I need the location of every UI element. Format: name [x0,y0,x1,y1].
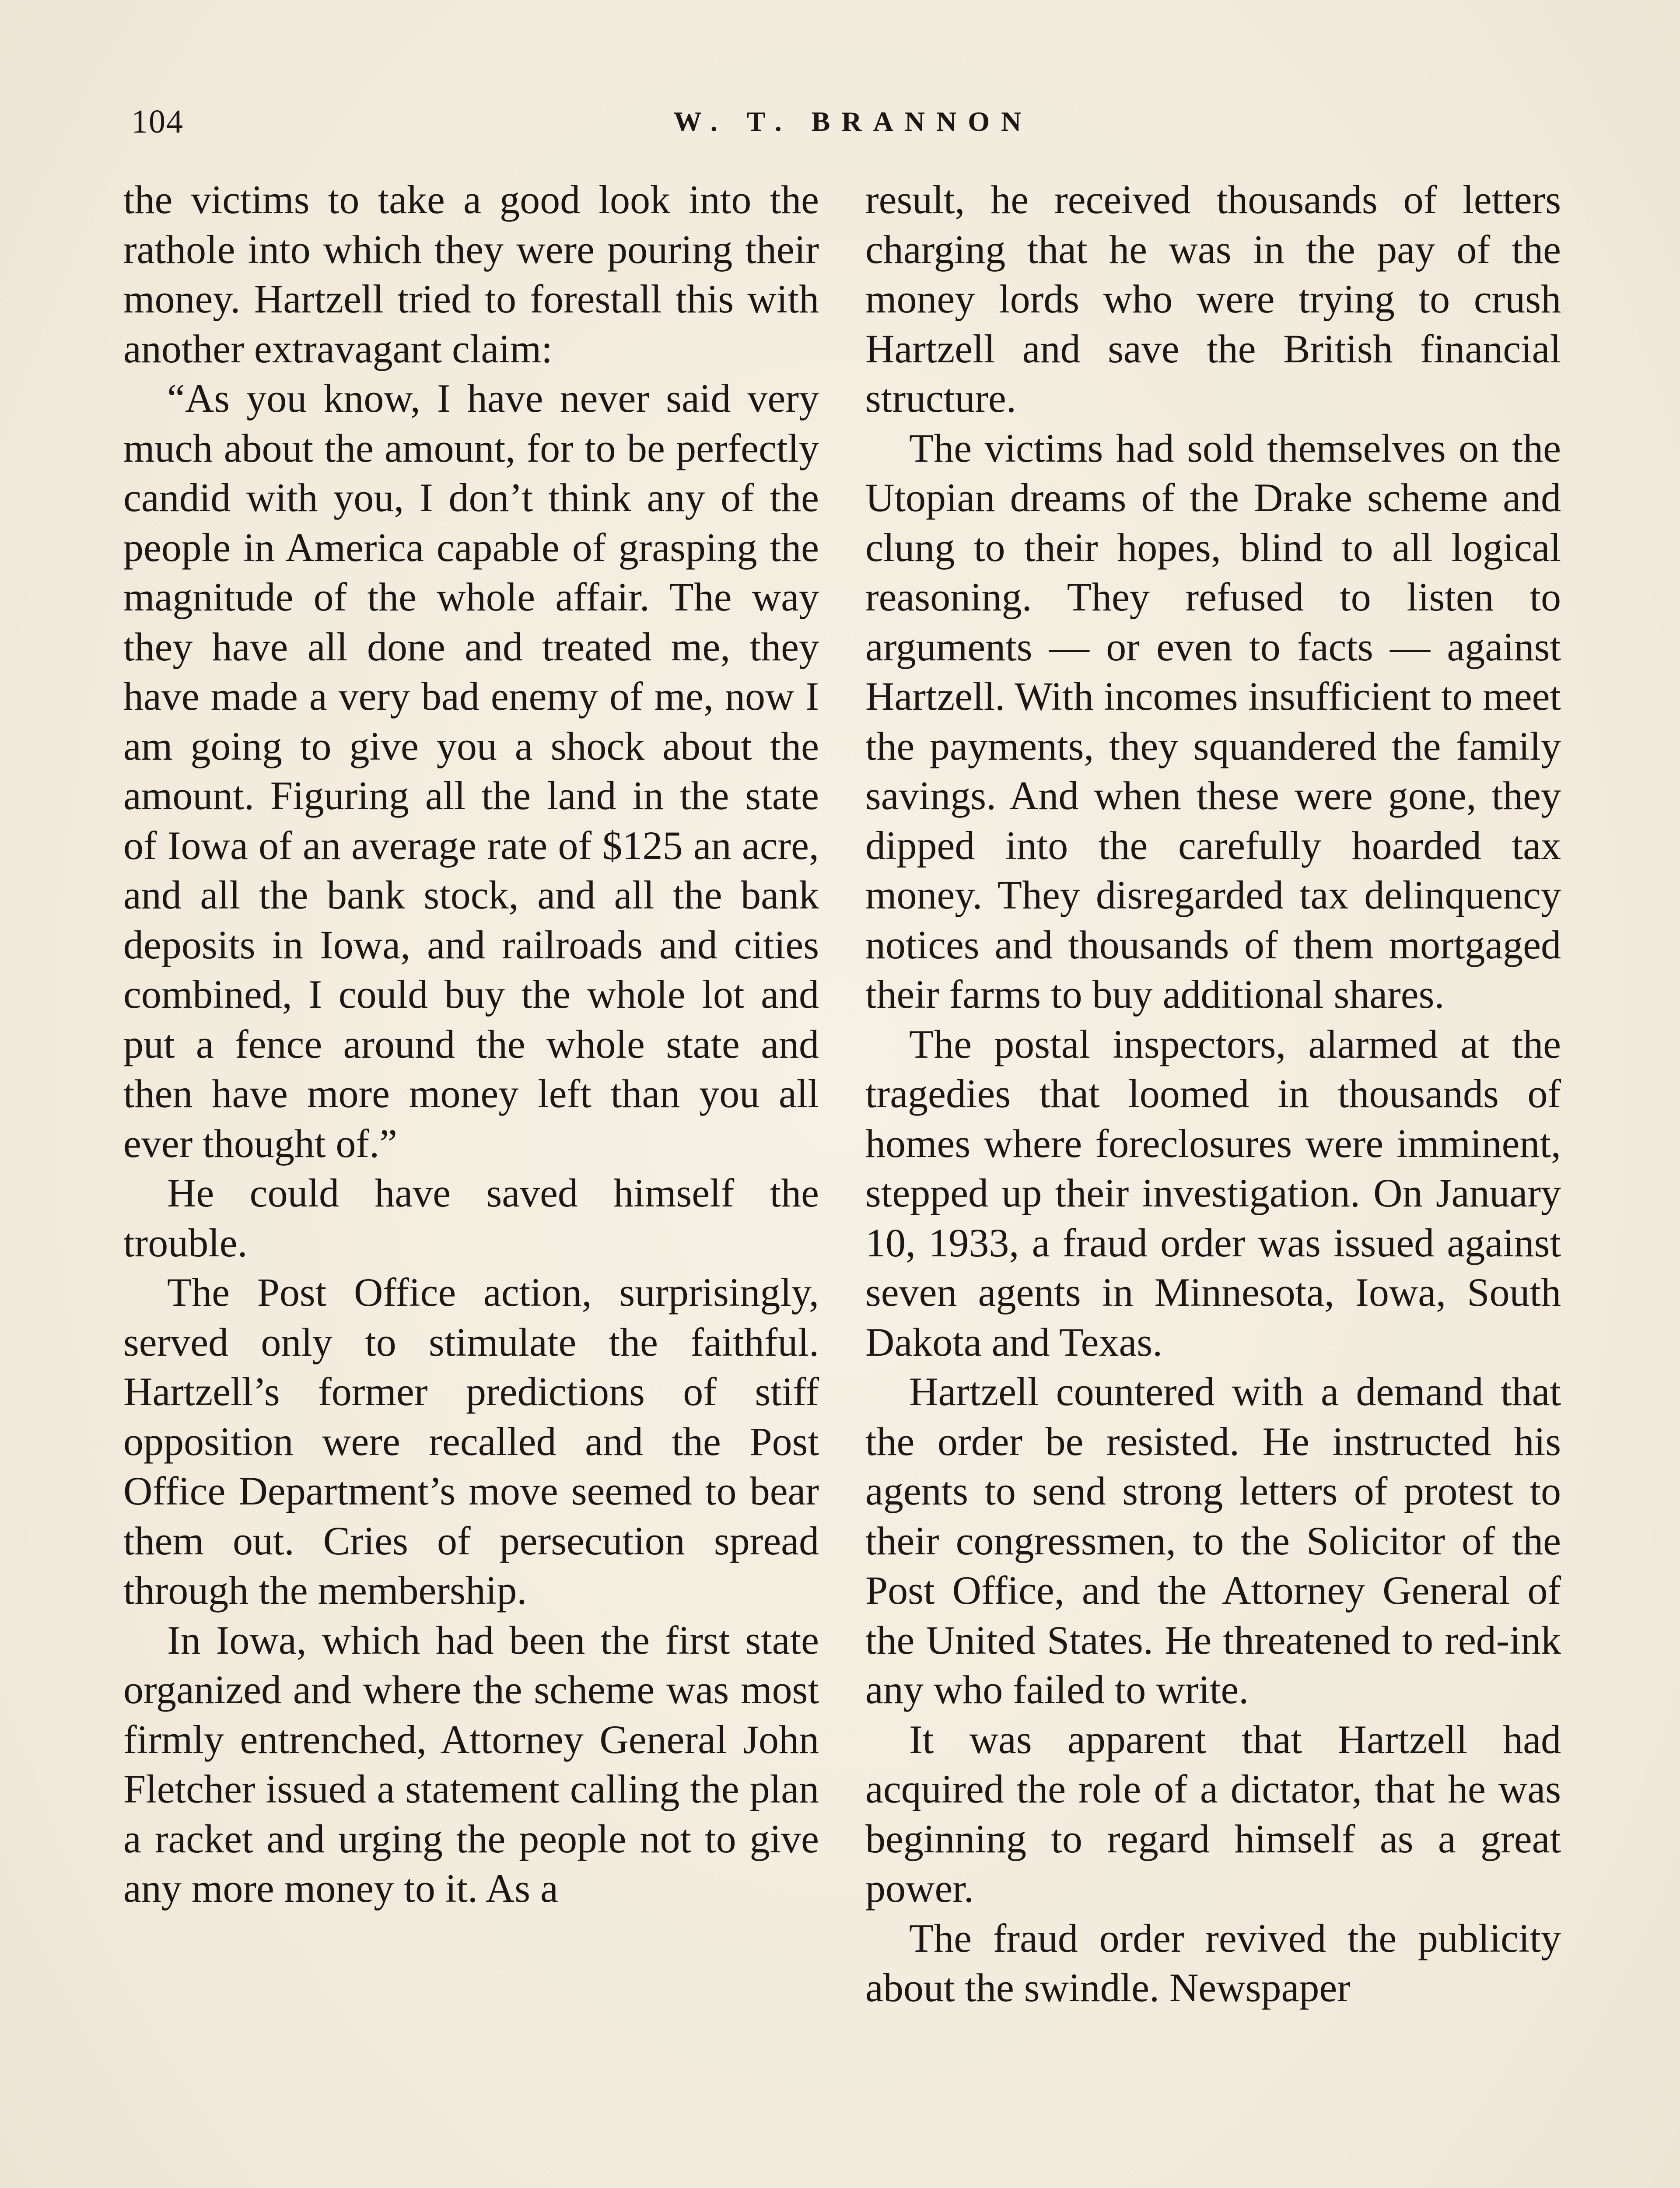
paragraph: Hartzell countered with a demand that the order be resisted. He instructed his agents to send strong letters of protest to their congressmen, to the Solicitor of the Post Office, and the Attorney General of the United States. He threatened to red-ink any who failed to write. [865,1369,1561,1712]
right-column [865,175,1561,2013]
paragraph: He could have saved himself the trouble. [123,1171,819,1265]
paragraph: The victims had sold themselves on the Utopian dreams of the Drake scheme and clung to their hopes, blind to all logical reasoning. They refused to listen to arguments — or even to facts — against Hartzell. With incomes insufficient to meet the payments, they squandered the family savings. And when these were gone, they dipped into the carefully hoarded tax money. They disregarded tax delinquency notices and thousands of them mortgaged their farms to buy additional shares. [865,425,1561,1017]
paragraph: In Iowa, which had been the first state organized and where the scheme was most firmly entrenched, Attorney General John Fletcher issued a statement calling the plan a racket and urging the people not to give any more money to it. As a [123,1617,819,1911]
paragraph: the victims to take a good look into the rathole into which they were pouring their money. Hartzell tried to forestall this with another extravagant claim: [123,177,819,371]
page-number: 104 [131,103,184,140]
paragraph: result, he received thousands of letters charging that he was in the pay of the money lords who were trying to crush Hartzell and save the British financial structure. [865,177,1561,421]
paragraph: “As you know, I have never said very much about the amount, for to be perfectly candid with you, I don’t think any of the people in America capable of grasping the magnitude of the whole affair. The way they have all done and treated me, they have made a very bad enemy of me, now I am going to give you a shock about the amount. Figuring all the land in the state of Iowa of an average rate of $125 an acre, and all the bank stock, and all the bank deposits in Iowa, and railroads and cities combined, I could buy the whole lot and put a fence around the whole state and then have more money left than you all ever thought of.” [123,376,819,1166]
paragraph: It was apparent that Hartzell had acquired the role of a dictator, that he was beginning to regard himself as a great power. [865,1717,1561,1911]
paragraph: The postal inspectors, alarmed at the tragedies that loomed in thousands of homes where foreclosures were imminent, stepped up their investigation. On January 10, 1933, a fraud order was issued against seven agents in Minnesota, Iowa, South Dakota and Texas. [865,1021,1561,1364]
left-column [123,175,819,1914]
paragraph: The fraud order revived the publicity about the swindle. Newspaper [865,1915,1561,2010]
header-author: W. T. BRANNON [673,106,1033,137]
running-head [131,103,1575,151]
paragraph: The Post Office action, surprisingly, served only to stimulate the faithful. Hartzell’s former predictions of stiff opposition were recalled and the Post Office Department’s move seemed to bear them out. Cries of persecution spread through the membership. [123,1270,819,1613]
